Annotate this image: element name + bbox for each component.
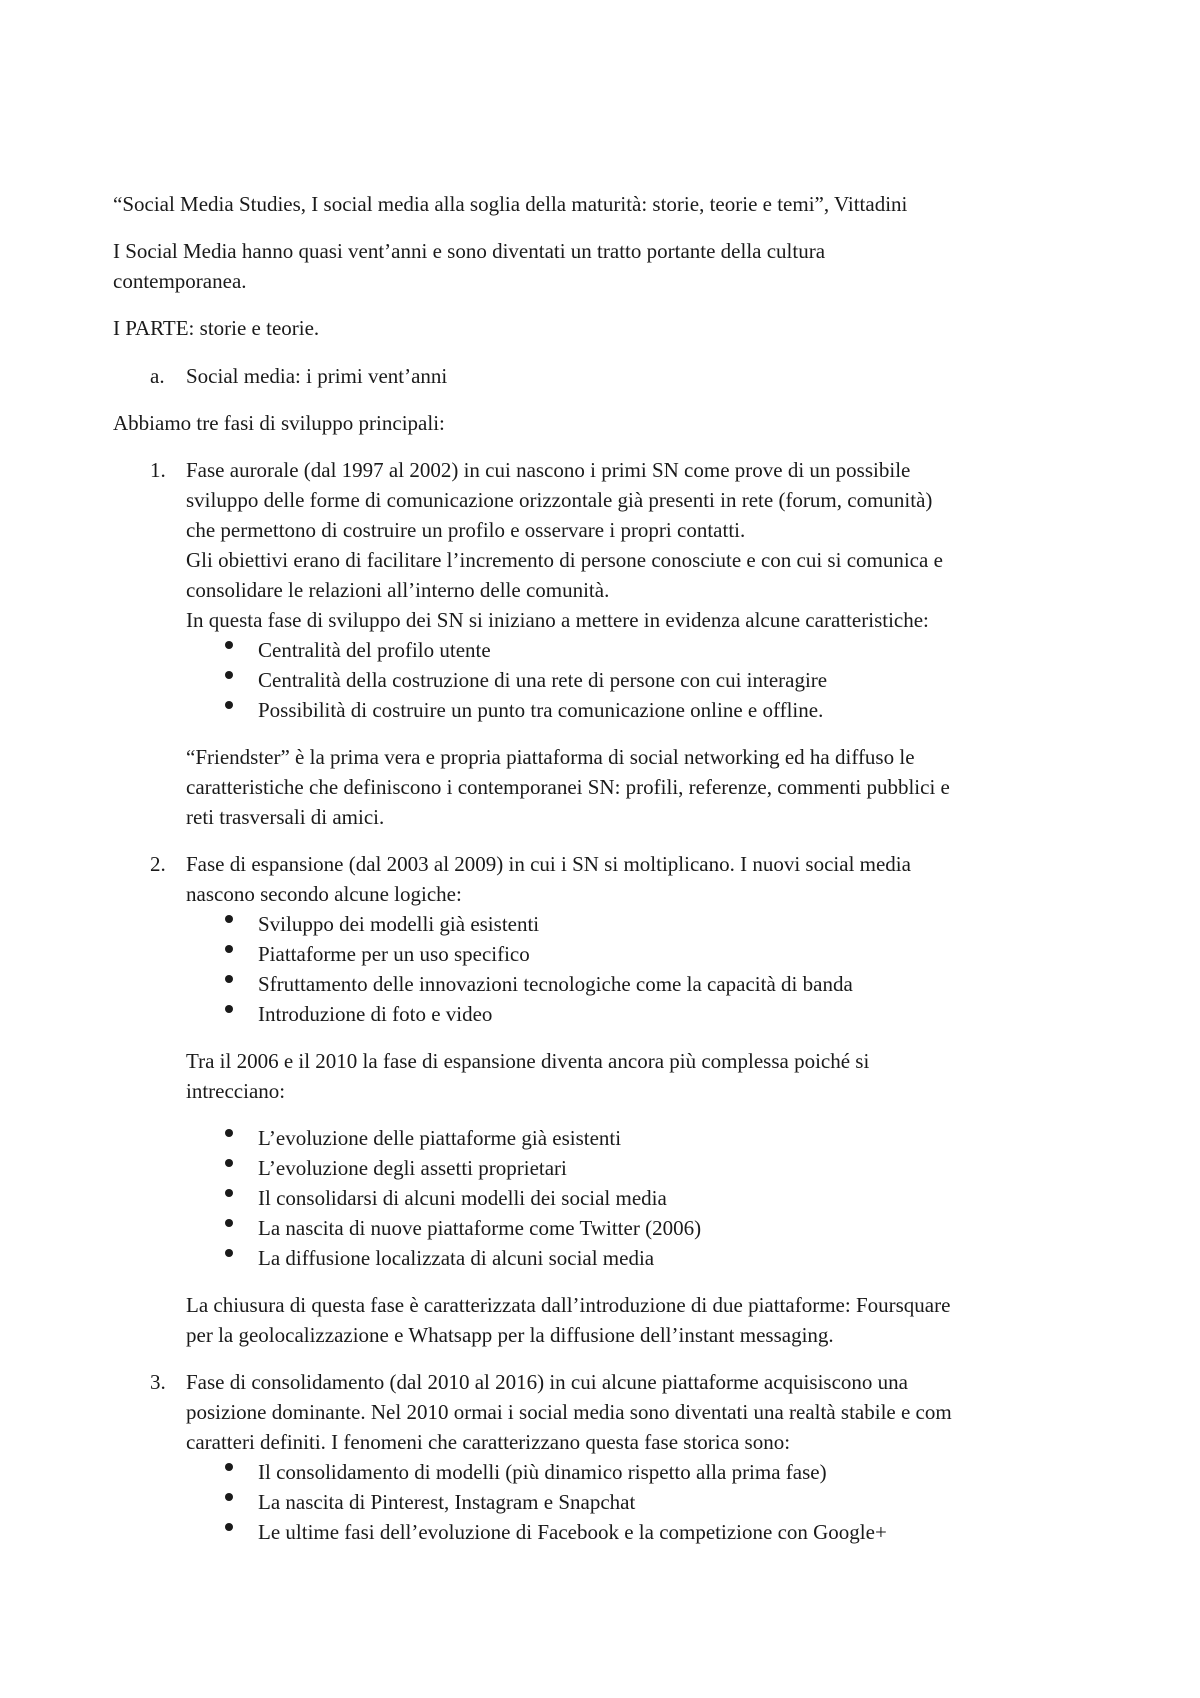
phase-text-line: sviluppo delle forme di comunicazione orizzontale già presenti in rete (forum, comunità) [186,488,933,512]
bullet-item: Introduzione di foto e video [258,1002,493,1026]
bullet-item: Le ultime fasi dell’evoluzione di Facebook e la competizione con Google+ [258,1520,887,1544]
phase-text-line: Fase di espansione (dal 2003 al 2009) in cui i SN si moltiplicano. I nuovi social media [186,852,911,876]
bullet-icon [225,1219,233,1227]
bullet-item: La diffusione localizzata di alcuni social media [258,1246,655,1270]
bullet-icon [225,671,233,679]
bullet-item: La nascita di Pinterest, Instagram e Snapchat [258,1490,636,1514]
bullet-item: L’evoluzione delle piattaforme già esistenti [258,1126,622,1150]
bullet-item: La nascita di nuove piattaforme come Twitter (2006) [258,1216,702,1240]
phase-text-line: In questa fase di sviluppo dei SN si iniziano a mettere in evidenza alcune caratteristiche: [186,608,929,632]
bullet-icon [225,1493,233,1501]
bullet-icon [225,701,233,709]
part-heading: I PARTE: storie e teorie. [113,316,320,340]
phase-number: 2. [150,852,166,876]
phases-intro: Abbiamo tre fasi di sviluppo principali: [113,411,445,435]
phase-number: 1. [150,458,166,482]
phase-text-line: La chiusura di questa fase è caratterizzata dall’introduzione di due piattaforme: Foursquare [186,1293,951,1317]
phase-text-line: Gli obiettivi erano di facilitare l’incremento di persone conosciute e con cui si comunica e [186,548,943,572]
phase-text-line: Tra il 2006 e il 2010 la fase di espansione diventa ancora più complessa poiché si [186,1049,870,1073]
intro-line: I Social Media hanno quasi vent’anni e sono diventati un tratto portante della cultura [113,239,826,263]
bullet-icon [225,1249,233,1257]
bullet-item: Sfruttamento delle innovazioni tecnologiche come la capacità di banda [258,972,853,996]
bullet-icon [225,915,233,923]
bullet-item: Centralità del profilo utente [258,638,491,662]
bullet-icon [225,1523,233,1531]
phase-text-line: Fase di consolidamento (dal 2010 al 2016) in cui alcune piattaforme acquisiscono una [186,1370,908,1394]
bullet-item: Possibilità di costruire un punto tra comunicazione online e offline. [258,698,824,722]
phase-text-line: nascono secondo alcune logiche: [186,882,462,906]
bullet-item: Il consolidarsi di alcuni modelli dei social media [258,1186,667,1210]
phase-text-line: Fase aurorale (dal 1997 al 2002) in cui nascono i primi SN come prove di un possibile [186,458,911,482]
section-marker: a. [150,364,165,388]
phase-text-line: caratteristiche che definiscono i contemporanei SN: profili, referenze, commenti pubblici e [186,775,950,799]
bullet-icon [225,641,233,649]
phase-text-line: reti trasversali di amici. [186,805,385,829]
bullet-icon [225,1189,233,1197]
bullet-icon [225,975,233,983]
document-title: “Social Media Studies, I social media alla soglia della maturità: storie, teorie e temi”, Vittadini [113,192,908,216]
bullet-icon [225,1129,233,1137]
bullet-item: Il consolidamento di modelli (più dinamico rispetto alla prima fase) [258,1460,827,1484]
phase-text-line: posizione dominante. Nel 2010 ormai i social media sono diventati una realtà stabile e com [186,1400,952,1424]
phase-text-line: intrecciano: [186,1079,286,1103]
phase-text-line: che permettono di costruire un profilo e osservare i propri contatti. [186,518,746,542]
bullet-item: Sviluppo dei modelli già esistenti [258,912,540,936]
bullet-icon [225,1005,233,1013]
phase-text-line: caratteri definiti. I fenomeni che caratterizzano questa fase storica sono: [186,1430,791,1454]
bullet-icon [225,1159,233,1167]
bullet-item: Centralità della costruzione di una rete di persone con cui interagire [258,668,828,692]
bullet-icon [225,1463,233,1471]
phase-text-line: per la geolocalizzazione e Whatsapp per la diffusione dell’instant messaging. [186,1323,834,1347]
bullet-item: L’evoluzione degli assetti proprietari [258,1156,567,1180]
bullet-item: Piattaforme per un uso specifico [258,942,530,966]
section-heading: Social media: i primi vent’anni [186,364,448,388]
phase-text-line: “Friendster” è la prima vera e propria piattaforma di social networking ed ha diffuso le [186,745,915,769]
phase-text-line: consolidare le relazioni all’interno delle comunità. [186,578,610,602]
phase-number: 3. [150,1370,166,1394]
intro-line: contemporanea. [113,269,247,293]
bullet-icon [225,945,233,953]
